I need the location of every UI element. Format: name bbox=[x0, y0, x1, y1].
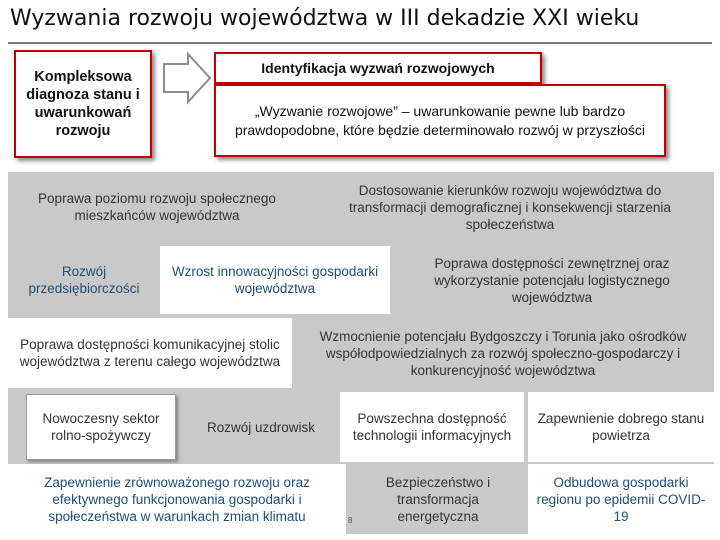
definition-box bbox=[214, 84, 666, 157]
challenge-bydgoszcz-torun bbox=[292, 318, 714, 388]
definition-text: „Wyzwanie rozwojowe” – uwarunkowanie pewne lub bardzo prawdopodobne, które będzie determinowało rozwój w przyszłości bbox=[234, 102, 646, 138]
challenge-text: Dostosowanie kierunków rozwoju województwa do transformacji demograficznej i konsekwencji starzenia społeczeństwa bbox=[349, 182, 671, 232]
challenge-climate-change bbox=[8, 464, 346, 534]
challenge-text: Poprawa poziomu rozwoju społecznego mieszkańców województwa bbox=[38, 191, 276, 223]
challenge-covid-recovery bbox=[528, 464, 714, 534]
challenge-spa-development bbox=[186, 392, 336, 462]
challenge-text: Powszechna dostępność technologii informacyjnych bbox=[352, 411, 512, 443]
challenge-text: Rozwój przedsiębiorczości bbox=[28, 264, 140, 296]
challenge-text: Zapewnienie dobrego stanu powietrza bbox=[537, 411, 705, 443]
challenge-social-development bbox=[8, 172, 306, 242]
challenge-text: Wzmocnienie potencjału Bydgoszczy i Torunia jako ośrodków współodpowiedzialnych za rozwój społeczno-gospodarczy i konkurencyjność województwa bbox=[319, 328, 687, 378]
challenge-energy-security bbox=[352, 464, 524, 534]
challenge-external-accessibility bbox=[390, 246, 714, 314]
challenge-demographic-transformation bbox=[306, 172, 714, 242]
challenge-text: Wzrost innowacyjności gospodarki województwa bbox=[171, 264, 379, 296]
challenge-entrepreneurship bbox=[8, 246, 160, 314]
diagnosis-box bbox=[14, 50, 152, 158]
challenge-text: Poprawa dostępności zewnętrznej oraz wykorzystanie potencjału logistycznego województwa bbox=[434, 255, 670, 305]
arrow-right-icon bbox=[160, 51, 214, 105]
identification-text: Identyfikacja wyzwań rozwojowych bbox=[261, 60, 495, 76]
challenge-text: Poprawa dostępności komunikacyjnej stolic województwa z terenu całego województwa bbox=[19, 337, 281, 369]
challenge-air-quality bbox=[528, 392, 714, 462]
challenge-agri-food-sector bbox=[26, 394, 176, 460]
challenge-capital-accessibility bbox=[8, 318, 292, 388]
challenge-text: Bezpieczeństwo i transformacja energetyczna bbox=[385, 474, 491, 524]
page-title: Wyzwania rozwoju województwa w III dekadzie XXI wieku bbox=[10, 6, 640, 31]
challenge-text: Rozwój uzdrowisk bbox=[206, 419, 316, 435]
page-number: 8 bbox=[348, 516, 353, 525]
challenge-innovation bbox=[160, 246, 390, 314]
identification-box bbox=[214, 52, 542, 84]
challenge-text: Odbudowa gospodarki regionu po epidemii COVID-19 bbox=[536, 474, 706, 524]
diagnosis-text: Kompleksowa diagnoza stanu i uwarunkowań rozwoju bbox=[26, 69, 140, 139]
title-underline bbox=[8, 42, 712, 44]
challenge-it-access bbox=[340, 392, 524, 462]
challenge-text: Nowoczesny sektor rolno-spożywczy bbox=[42, 411, 160, 443]
challenge-text: Zapewnienie zrównoważonego rozwoju oraz efektywnego funkcjonowania gospodarki i społeczeństwa w warunkach zmian klimatu bbox=[44, 474, 310, 524]
